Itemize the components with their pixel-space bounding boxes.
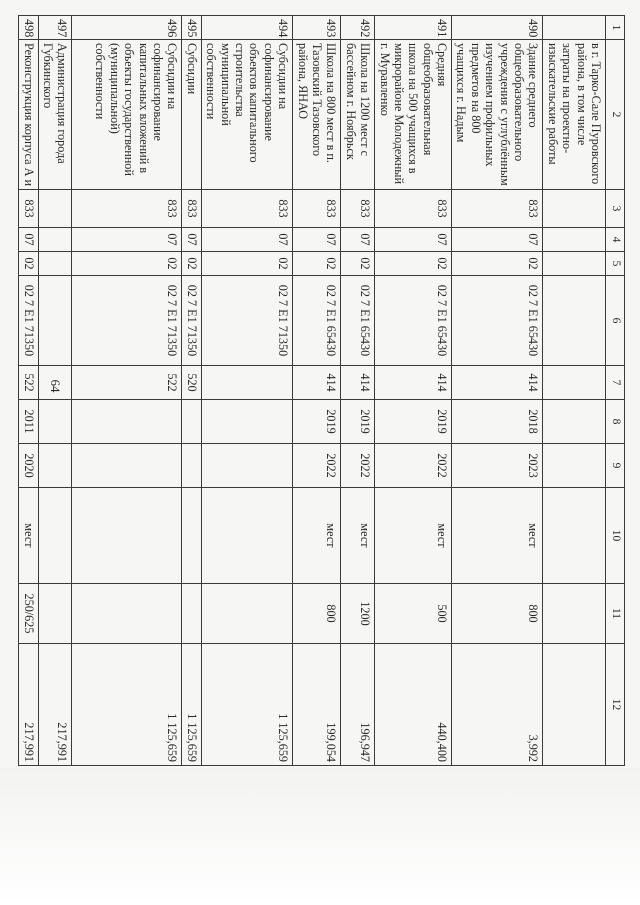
column-header-9: 9 — [606, 444, 625, 488]
column-header-11: 11 — [606, 584, 625, 644]
cell-col-11 — [72, 584, 182, 644]
cell-col-5: 02 — [72, 252, 182, 276]
cell-col-8 — [72, 400, 182, 444]
cell-col-2: Здание среднего общеобразовательного учреждения с углублённым изучением профильных предметов на 800 учащихся г. Надым — [452, 40, 543, 190]
cell-col-10: мест — [341, 488, 375, 584]
table-row — [543, 16, 606, 766]
cell-col-5: 02 — [452, 252, 543, 276]
cell-col-4 — [38, 228, 72, 252]
cell-col-11: 1200 — [341, 584, 375, 644]
cell-col-5 — [543, 252, 606, 276]
cell-col-9 — [201, 444, 292, 488]
cell-col-6: 02 7 Е1 71350 — [72, 276, 182, 366]
cell-col-1: 493 — [293, 16, 341, 40]
cell-col-5: 02 — [201, 252, 292, 276]
cell-col-11 — [201, 584, 292, 644]
table-row — [375, 16, 452, 766]
column-header-12: 12 — [606, 644, 625, 766]
cell-col-3 — [543, 190, 606, 228]
column-header-5: 5 — [606, 252, 625, 276]
cell-col-11: 800 — [452, 584, 543, 644]
cell-col-2: Реконструкция корпуса А и — [18, 40, 38, 190]
cell-col-3: 833 — [18, 190, 38, 228]
cell-col-5: 02 — [375, 252, 452, 276]
cell-col-4: 07 — [18, 228, 38, 252]
table-row — [341, 16, 375, 766]
cell-col-12: 196,947 — [341, 644, 375, 766]
cell-col-11 — [38, 584, 72, 644]
cell-col-4: 07 — [201, 228, 292, 252]
cell-col-4: 07 — [341, 228, 375, 252]
cell-col-9 — [182, 444, 201, 488]
cell-col-10 — [182, 488, 201, 584]
cell-col-7: 414 — [452, 366, 543, 400]
cell-col-5: 02 — [18, 252, 38, 276]
cell-col-3: 833 — [182, 190, 201, 228]
cell-col-6 — [543, 276, 606, 366]
cell-col-1: 495 — [182, 16, 201, 40]
table-row — [72, 16, 182, 766]
cell-col-1: 496 — [72, 16, 182, 40]
cell-col-1: 492 — [341, 16, 375, 40]
cell-col-12: 217,991 — [38, 644, 72, 766]
cell-col-12: 217,991 — [18, 644, 38, 766]
cell-col-3: 833 — [72, 190, 182, 228]
cell-col-3: 833 — [201, 190, 292, 228]
cell-col-9 — [38, 444, 72, 488]
table-row — [18, 16, 38, 766]
cell-col-5 — [38, 252, 72, 276]
cell-col-3: 833 — [341, 190, 375, 228]
cell-col-8: 2019 — [375, 400, 452, 444]
column-header-2: 2 — [606, 40, 625, 190]
cell-col-9 — [543, 444, 606, 488]
cell-col-11: 250/625 — [18, 584, 38, 644]
cell-col-6: 02 7 Е1 65430 — [293, 276, 341, 366]
cell-col-12: 1 125,659 — [72, 644, 182, 766]
cell-col-7: 414 — [293, 366, 341, 400]
cell-col-10: мест — [452, 488, 543, 584]
cell-col-2: Средняя общеобразовательная школа на 500 учащихся в микрорайоне Молодежный г. Муравленко — [375, 40, 452, 190]
cell-col-12 — [543, 644, 606, 766]
page-number: 64 — [48, 379, 63, 393]
table-row — [38, 16, 72, 766]
cell-col-6: 02 7 Е1 65430 — [375, 276, 452, 366]
cell-col-1: 491 — [375, 16, 452, 40]
cell-col-7: 414 — [341, 366, 375, 400]
cell-col-10: мест — [293, 488, 341, 584]
cell-col-2: Школа на 1200 мест с бассейном г. Ноябрьск — [341, 40, 375, 190]
cell-col-12: 3,992 — [452, 644, 543, 766]
column-header-4: 4 — [606, 228, 625, 252]
cell-col-2: Субсидии на софинансирование объектов капитального строительства муниципальной собственности — [201, 40, 292, 190]
cell-col-8 — [201, 400, 292, 444]
cell-col-10 — [72, 488, 182, 584]
cell-col-4 — [543, 228, 606, 252]
cell-col-6 — [38, 276, 72, 366]
cell-col-7: 522 — [18, 366, 38, 400]
cell-col-12: 1 125,659 — [182, 644, 201, 766]
cell-col-11 — [182, 584, 201, 644]
cell-col-12: 1 125,659 — [201, 644, 292, 766]
cell-col-8: 2019 — [293, 400, 341, 444]
cell-col-8 — [182, 400, 201, 444]
cell-col-7: 414 — [375, 366, 452, 400]
cell-col-9: 2022 — [293, 444, 341, 488]
header-row — [606, 16, 625, 766]
cell-col-3: 833 — [375, 190, 452, 228]
table-row — [201, 16, 292, 766]
cell-col-2: в г. Тарко-Сале Пуровского района, в том числе затраты на проектно-изыскательские работы — [543, 40, 606, 190]
cell-col-6: 02 7 Е1 65430 — [341, 276, 375, 366]
cell-col-2: Школа на 800 мест в п. Тазовский Тазовского района, ЯНАО — [293, 40, 341, 190]
table-row — [293, 16, 341, 766]
column-header-8: 8 — [606, 400, 625, 444]
column-header-6: 6 — [606, 276, 625, 366]
cell-col-11: 500 — [375, 584, 452, 644]
cell-col-7 — [38, 366, 72, 400]
page-bottom-margin — [0, 768, 640, 905]
cell-col-8: 2011 — [18, 400, 38, 444]
cell-col-1: 497 — [38, 16, 72, 40]
cell-col-1: 494 — [201, 16, 292, 40]
cell-col-5: 02 — [341, 252, 375, 276]
cell-col-3: 833 — [452, 190, 543, 228]
cell-col-7 — [201, 366, 292, 400]
column-header-1: 1 — [606, 16, 625, 40]
cell-col-11 — [543, 584, 606, 644]
column-header-7: 7 — [606, 366, 625, 400]
cell-col-3 — [38, 190, 72, 228]
cell-col-2: Субсидии — [182, 40, 201, 190]
cell-col-6: 02 7 Е1 71350 — [18, 276, 38, 366]
cell-col-7 — [543, 366, 606, 400]
cell-col-4: 07 — [293, 228, 341, 252]
cell-col-4: 07 — [452, 228, 543, 252]
cell-col-2: Субсидии на софинансирование капитальных вложений в объекты государственной (муниципальной) собственности — [72, 40, 182, 190]
cell-col-2: Администрация города Губкинского — [38, 40, 72, 190]
cell-col-9 — [72, 444, 182, 488]
table-row — [182, 16, 201, 766]
cell-col-6: 02 7 Е1 71350 — [201, 276, 292, 366]
cell-col-10 — [201, 488, 292, 584]
cell-col-8: 2019 — [341, 400, 375, 444]
cell-col-8 — [543, 400, 606, 444]
cell-col-4: 07 — [375, 228, 452, 252]
cell-col-12: 199,054 — [293, 644, 341, 766]
cell-col-7: 520 — [182, 366, 201, 400]
cell-col-1: 498 — [18, 16, 38, 40]
cell-col-10: мест — [18, 488, 38, 584]
cell-col-1 — [543, 16, 606, 40]
column-header-10: 10 — [606, 488, 625, 584]
cell-col-9: 2020 — [18, 444, 38, 488]
cell-col-8: 2018 — [452, 400, 543, 444]
cell-col-10 — [543, 488, 606, 584]
cell-col-9: 2023 — [452, 444, 543, 488]
cell-col-4: 07 — [72, 228, 182, 252]
cell-col-6: 02 7 Е1 65430 — [452, 276, 543, 366]
cell-col-11: 800 — [293, 584, 341, 644]
cell-col-6: 02 7 Е1 71350 — [182, 276, 201, 366]
cell-col-10 — [38, 488, 72, 584]
cell-col-8 — [38, 400, 72, 444]
cell-col-9: 2022 — [341, 444, 375, 488]
column-header-3: 3 — [606, 190, 625, 228]
cell-col-5: 02 — [182, 252, 201, 276]
cell-col-12: 440,400 — [375, 644, 452, 766]
cell-col-3: 833 — [293, 190, 341, 228]
cell-col-7: 522 — [72, 366, 182, 400]
cell-col-1: 490 — [452, 16, 543, 40]
budget-table — [18, 15, 625, 766]
cell-col-9: 2022 — [375, 444, 452, 488]
cell-col-4: 07 — [182, 228, 201, 252]
cell-col-5: 02 — [293, 252, 341, 276]
cell-col-10: мест — [375, 488, 452, 584]
table-row — [452, 16, 543, 766]
